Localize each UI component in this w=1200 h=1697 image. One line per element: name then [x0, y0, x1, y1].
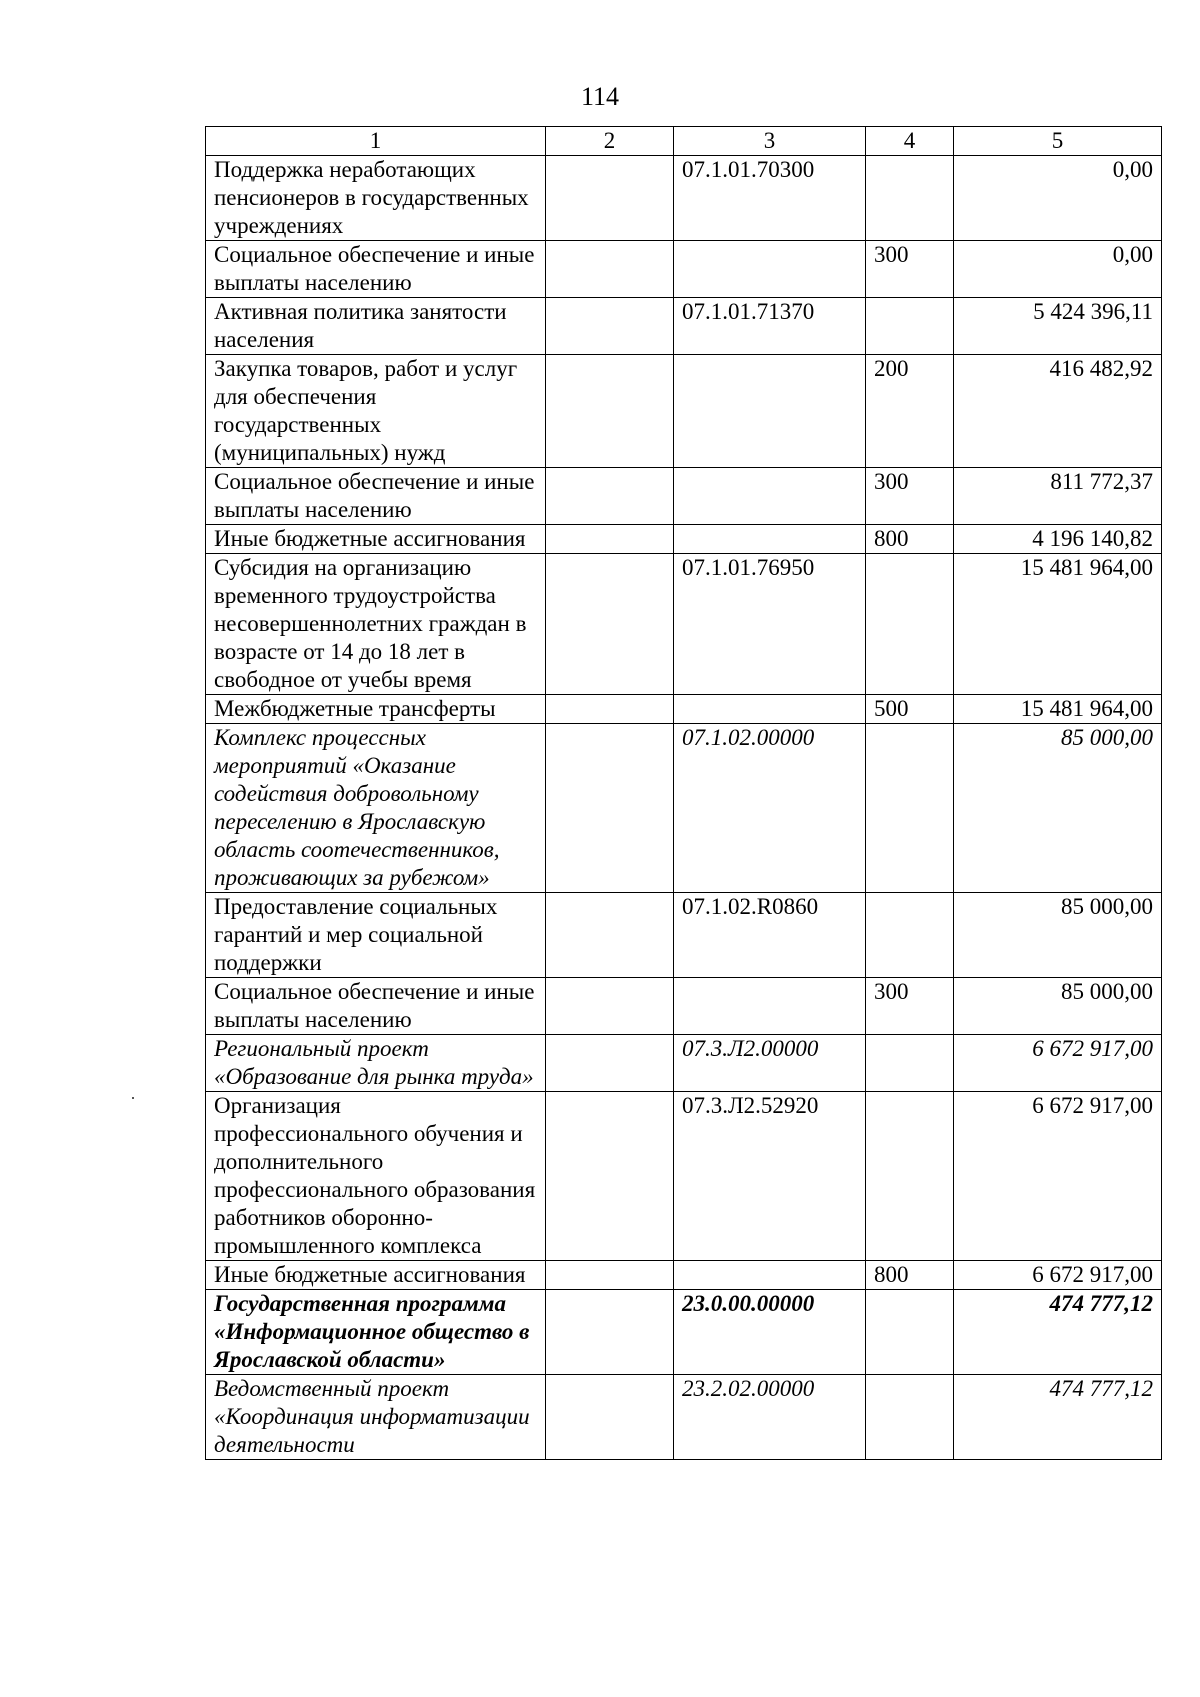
row-code-cell: 07.1.02.R0860 — [674, 893, 866, 978]
row-name-cell: Региональный проект «Образование для рынка труда» — [206, 1035, 546, 1092]
row-sum-cell: 6 672 917,00 — [954, 1092, 1162, 1261]
row-code-cell: 07.1.01.71370 — [674, 298, 866, 355]
row-name-cell: Межбюджетные трансферты — [206, 695, 546, 724]
row-name-cell: Поддержка неработающих пенсионеров в государственных учреждениях — [206, 156, 546, 241]
row-col2-cell — [546, 893, 674, 978]
row-code-cell — [674, 241, 866, 298]
row-type-cell: 300 — [866, 468, 954, 525]
row-sum-cell: 15 481 964,00 — [954, 554, 1162, 695]
header-cell-4: 4 — [866, 127, 954, 156]
row-type-cell — [866, 156, 954, 241]
table-row — [206, 468, 1162, 525]
table-row — [206, 1290, 1162, 1375]
row-name-cell: Ведомственный проект «Координация информатизации деятельности — [206, 1375, 546, 1460]
row-col2-cell — [546, 1035, 674, 1092]
row-type-cell — [866, 298, 954, 355]
row-type-cell — [866, 1092, 954, 1261]
row-sum-cell: 85 000,00 — [954, 978, 1162, 1035]
table-row — [206, 156, 1162, 241]
row-code-cell — [674, 468, 866, 525]
row-col2-cell — [546, 1290, 674, 1375]
row-name-cell: Активная политика занятости населения — [206, 298, 546, 355]
table-header-row — [206, 127, 1162, 156]
row-name-cell: Иные бюджетные ассигнования — [206, 525, 546, 554]
row-col2-cell — [546, 525, 674, 554]
row-sum-cell: 5 424 396,11 — [954, 298, 1162, 355]
row-col2-cell — [546, 1375, 674, 1460]
row-sum-cell: 0,00 — [954, 156, 1162, 241]
row-code-cell — [674, 695, 866, 724]
row-code-cell: 23.0.00.00000 — [674, 1290, 866, 1375]
row-type-cell: 200 — [866, 355, 954, 468]
row-col2-cell — [546, 468, 674, 525]
row-type-cell: 500 — [866, 695, 954, 724]
row-col2-cell — [546, 355, 674, 468]
row-code-cell: 23.2.02.00000 — [674, 1375, 866, 1460]
table-row — [206, 1092, 1162, 1261]
row-name-cell: Социальное обеспечение и иные выплаты населению — [206, 241, 546, 298]
row-sum-cell: 474 777,12 — [954, 1375, 1162, 1460]
row-name-cell: Социальное обеспечение и иные выплаты населению — [206, 468, 546, 525]
row-sum-cell: 6 672 917,00 — [954, 1035, 1162, 1092]
row-type-cell — [866, 554, 954, 695]
row-name-cell: Иные бюджетные ассигнования — [206, 1261, 546, 1290]
row-name-cell: Комплекс процессных мероприятий «Оказание содействия добровольному переселению в Ярославскую область соотечественников, проживающих за рубежом» — [206, 724, 546, 893]
row-code-cell: 07.3.Л2.52920 — [674, 1092, 866, 1261]
table-row — [206, 695, 1162, 724]
row-type-cell: 300 — [866, 978, 954, 1035]
row-type-cell — [866, 1375, 954, 1460]
row-sum-cell: 4 196 140,82 — [954, 525, 1162, 554]
table-row — [206, 893, 1162, 978]
row-code-cell — [674, 978, 866, 1035]
table-row — [206, 554, 1162, 695]
row-sum-cell: 474 777,12 — [954, 1290, 1162, 1375]
row-code-cell: 07.3.Л2.00000 — [674, 1035, 866, 1092]
budget-table — [205, 126, 1162, 1460]
row-col2-cell — [546, 298, 674, 355]
row-col2-cell — [546, 695, 674, 724]
row-sum-cell: 15 481 964,00 — [954, 695, 1162, 724]
row-sum-cell: 416 482,92 — [954, 355, 1162, 468]
table-row — [206, 298, 1162, 355]
row-sum-cell: 0,00 — [954, 241, 1162, 298]
table-row — [206, 355, 1162, 468]
row-code-cell — [674, 525, 866, 554]
row-type-cell: 800 — [866, 525, 954, 554]
table-row — [206, 241, 1162, 298]
header-cell-1: 1 — [206, 127, 546, 156]
scan-dot — [132, 1097, 134, 1099]
row-col2-cell — [546, 1092, 674, 1261]
row-col2-cell — [546, 156, 674, 241]
row-col2-cell — [546, 1261, 674, 1290]
table-row — [206, 978, 1162, 1035]
row-name-cell: Социальное обеспечение и иные выплаты населению — [206, 978, 546, 1035]
row-name-cell: Государственная программа «Информационное общество в Ярославской области» — [206, 1290, 546, 1375]
header-cell-3: 3 — [674, 127, 866, 156]
table-row — [206, 1035, 1162, 1092]
row-sum-cell: 811 772,37 — [954, 468, 1162, 525]
row-sum-cell: 85 000,00 — [954, 893, 1162, 978]
row-name-cell: Предоставление социальных гарантий и мер социальной поддержки — [206, 893, 546, 978]
row-name-cell: Закупка товаров, работ и услуг для обеспечения государственных (муниципальных) нужд — [206, 355, 546, 468]
row-sum-cell: 85 000,00 — [954, 724, 1162, 893]
row-type-cell — [866, 893, 954, 978]
row-type-cell — [866, 1035, 954, 1092]
table-row — [206, 525, 1162, 554]
row-name-cell: Организация профессионального обучения и дополнительного профессионального образования работников оборонно-промышленного комплекса — [206, 1092, 546, 1261]
row-col2-cell — [546, 241, 674, 298]
row-code-cell: 07.1.01.76950 — [674, 554, 866, 695]
row-sum-cell: 6 672 917,00 — [954, 1261, 1162, 1290]
row-code-cell: 07.1.01.70300 — [674, 156, 866, 241]
row-type-cell — [866, 724, 954, 893]
row-col2-cell — [546, 554, 674, 695]
row-name-cell: Субсидия на организацию временного трудоустройства несовершеннолетних граждан в возрасте от 14 до 18 лет в свободное от учебы время — [206, 554, 546, 695]
row-type-cell — [866, 1290, 954, 1375]
table-row — [206, 1261, 1162, 1290]
header-cell-2: 2 — [546, 127, 674, 156]
row-col2-cell — [546, 724, 674, 893]
row-type-cell: 800 — [866, 1261, 954, 1290]
row-code-cell: 07.1.02.00000 — [674, 724, 866, 893]
header-cell-5: 5 — [954, 127, 1162, 156]
row-code-cell — [674, 355, 866, 468]
row-type-cell: 300 — [866, 241, 954, 298]
table-row — [206, 724, 1162, 893]
page-number: 114 — [580, 82, 620, 111]
row-code-cell — [674, 1261, 866, 1290]
row-col2-cell — [546, 978, 674, 1035]
table-row — [206, 1375, 1162, 1460]
